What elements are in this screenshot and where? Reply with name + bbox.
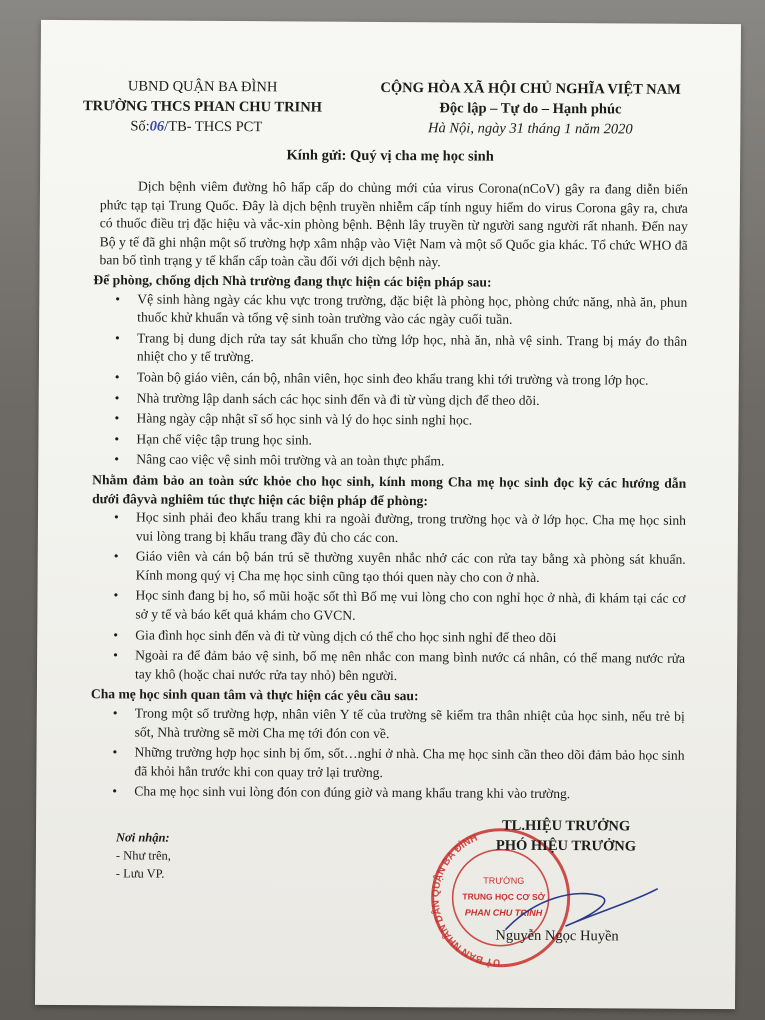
stamp-line3: PHAN CHU TRINH xyxy=(464,907,543,918)
list-item: • Toàn bộ giáo viên, cán bộ, nhân viên, học sinh đeo khẩu trang khi tới trường và trong lớp học. xyxy=(137,368,687,390)
number-prefix: Số: xyxy=(130,118,150,135)
list-item: • Hàng ngày cập nhật sĩ số học sinh và lý do học sinh nghỉ học. xyxy=(137,410,687,432)
section2-heading: Nhằm đảm bảo an toàn sức khỏe cho học sinh, kính mong Cha mẹ học sinh đọc kỹ các hướng dẫn dưới đâyvà nghiêm túc thực hiện các biện pháp để phòng: xyxy=(92,472,687,508)
number-handwritten: 06 xyxy=(149,118,165,135)
list-item: • Trong một số trường hợp, nhân viên Y tế của trường sẽ kiểm tra thân nhiệt của học sinh, nếu trẻ bị sốt, Nhà trường sẽ mời Cha mẹ tới đón con về. xyxy=(135,704,685,745)
list-item: • Học sinh đang bị ho, sổ mũi hoặc sốt thì Bố mẹ vui lòng cho con nghỉ học ở nhà, đi khám tại các cơ sở y tế và báo kết quả khám cho GVCN. xyxy=(135,587,685,628)
recipients-block xyxy=(116,828,171,882)
number-suffix: /TB- THCS PCT xyxy=(164,118,263,136)
list-item: • Cha mẹ học sinh vui lòng đón con đúng giờ và mang khẩu trang khi vào trường. xyxy=(134,783,684,805)
section3-list xyxy=(96,704,685,805)
list-item: • Hạn chế việc tập trung học sinh. xyxy=(136,430,686,452)
authority-name: UBND QUẬN BA ĐÌNH xyxy=(127,78,278,96)
list-item: • Nâng cao việc vệ sinh môi trường và an toàn thực phẩm. xyxy=(136,451,686,473)
school-name: TRƯỜNG THCS PHAN CHU TRINH xyxy=(82,98,323,116)
header-left xyxy=(82,76,322,137)
stamp-line1: TRƯỜNG xyxy=(483,875,525,886)
signature-block xyxy=(425,817,706,969)
list-item: • Giáo viên và cán bộ bán trú sẽ thường xuyên nhắc nhở các con rửa tay bằng xà phòng sát khuẩn. Kính mong quý vị Cha mẹ học sinh cũng tạo thói quen này cho con ở nhà. xyxy=(136,548,686,589)
notice-document xyxy=(35,20,741,1009)
list-item: • Vệ sinh hàng ngày các khu vực trong trường, đặc biệt là phòng học, phòng chức năng, nhà ăn, phun thuốc khử khuẩn và tổng vệ sinh toàn trường vào các ngày cuối tuần. xyxy=(137,290,687,331)
document-body xyxy=(90,177,689,807)
document-date: Hà Nội, ngày 31 tháng 1 năm 2020 xyxy=(427,120,633,138)
signer-name: Nguyễn Ngọc Huyền xyxy=(495,927,619,945)
list-item: • Gia đình học sinh đến và đi từ vùng dịch có thể cho học sinh nghỉ để theo dõi xyxy=(135,626,685,648)
stamp-line2: TRUNG HỌC CƠ SỞ xyxy=(462,891,545,902)
nation-title: CỘNG HÒA XÃ HỘI CHỦ NGHĨA VIỆT NAM xyxy=(380,79,681,98)
list-item: • Nhà trường lập danh sách các học sinh đến và đi từ vùng dịch để theo dõi. xyxy=(137,389,687,411)
salutation: Kính gửi: Quý vị cha mẹ học sinh xyxy=(286,147,494,165)
recipient-item: - Như trên, xyxy=(115,848,171,863)
signer-title-2: PHÓ HIỆU TRƯỞNG xyxy=(495,837,637,855)
section1-heading: Để phòng, chống dịch Nhà trường đang thực hiện các biện pháp sau: xyxy=(93,272,492,290)
national-motto: Độc lập – Tự do – Hạnh phúc xyxy=(439,100,622,118)
signer-title-1: TL.HIỆU TRƯỞNG xyxy=(501,817,631,835)
list-item: • Những trường hợp học sinh bị ốm, sốt…nghỉ ở nhà. Cha mẹ học sinh cần theo dõi đảm bảo học sinh đã khỏi hẳn trước khi con quay trở lại trường. xyxy=(134,744,684,785)
intro-paragraph: Dịch bệnh viêm đường hô hấp cấp do chủng mới của virus Corona(nCoV) gây ra đang diễn biến phức tạp tại Trung Quốc. Đây là dịch bệnh truyền nhiễm cấp tính nguy hiểm do virus Corona gây ra, chưa có thuốc điều trị đặc hiệu và vắc-xin phòng bệnh. Bệnh lây truyền từ người sang người rất nhanh. Đến nay Bộ y tế đã ghi nhận một số trường hợp xâm nhập vào Việt Nam và một số Quốc gia khác. Tổ chức WHO đã ban bố tình trạng y tế khẩn cấp toàn cầu đối với dịch bệnh này. xyxy=(99,178,689,270)
section3-heading: Cha mẹ học sinh quan tâm và thực hiện các yêu cầu sau: xyxy=(90,686,419,704)
list-item: • Trang bị dung dịch rửa tay sát khuẩn cho từng lớp học, nhà ăn, nhà vệ sinh. Trang bị máy đo thân nhiệt cho y tế trường. xyxy=(137,329,687,370)
stamp-ring-text: UỶ BAN NHÂN DÂN QUẬN BA ĐÌNH xyxy=(430,832,501,968)
document-number xyxy=(82,116,322,137)
section2-list xyxy=(97,508,686,687)
list-item: • Ngoài ra để đảm bảo vệ sinh, bố mẹ nên nhắc con mang bình nước cá nhân, có thể mang nước rửa tay khô (hoặc chai nước rửa tay nhỏ) bên người. xyxy=(135,647,685,688)
recipients-title: Nơi nhận: xyxy=(115,830,170,845)
header-right xyxy=(340,78,720,140)
recipient-item: - Lưu VP. xyxy=(115,866,165,881)
list-item: • Học sinh phải đeo khẩu trang khi ra ngoài đường, trong trường học và ở lớp học. Cha mẹ học sinh vui lòng trang bị khẩu trang đầy đủ cho các con. xyxy=(136,509,686,550)
section1-list xyxy=(98,290,687,473)
